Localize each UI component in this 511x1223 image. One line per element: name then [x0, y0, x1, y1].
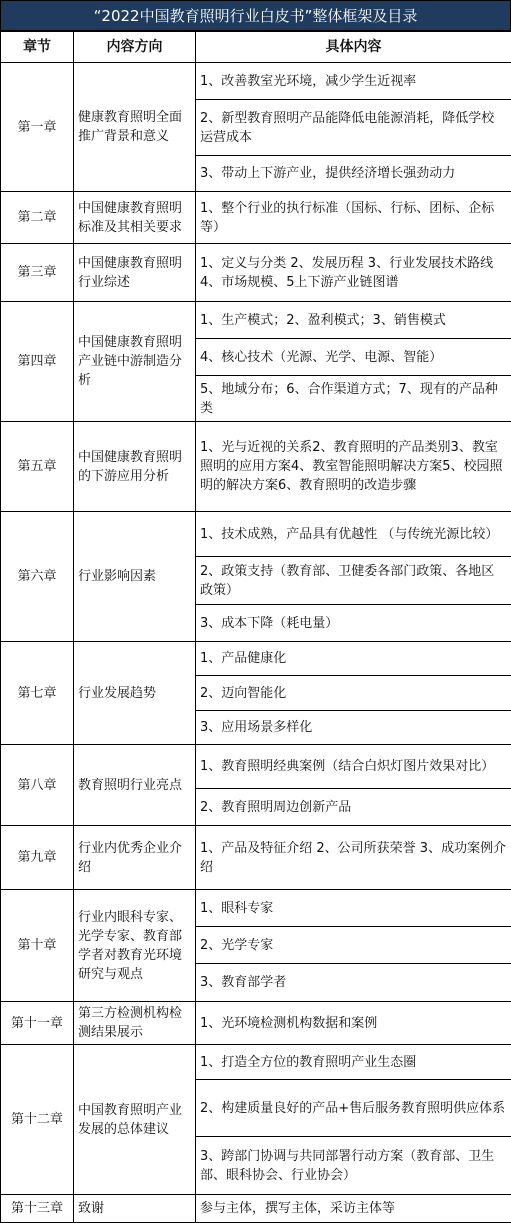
table-row	[1, 745, 511, 789]
chapter-cell: 第二章	[1, 192, 74, 244]
table-row	[1, 302, 511, 339]
header-chapter: 章节	[1, 32, 74, 63]
table-row	[1, 826, 511, 890]
content-item-cell: 1、整个行业的执行标准（国标、行标、团标、企标等）	[196, 192, 511, 244]
chapter-cell: 第六章	[1, 512, 74, 642]
content-item-cell: 1、定义与分类 2、发展历程 3、行业发展技术路线 4、市场规模、5上下游产业链图谱	[196, 244, 511, 302]
content-item-cell: 2、教育照明周边创新产品	[196, 789, 511, 826]
content-item-cell: 1、生产模式；2、盈利模式；3、销售模式	[196, 302, 511, 339]
direction-cell: 教育照明行业亮点	[74, 745, 196, 826]
outline-table	[0, 31, 511, 1223]
table-row	[1, 192, 511, 244]
direction-cell: 健康教育照明全面推广背景和意义	[74, 63, 196, 192]
direction-cell: 中国健康教育照明行业综述	[74, 244, 196, 302]
table-row	[1, 1195, 511, 1223]
content-item-cell: 3、应用场景多样化	[196, 711, 511, 745]
content-item-cell: 3、跨部门协调与共同部署行动方案（教育部、卫生部、眼科协会、行业协会）	[196, 1137, 511, 1195]
content-item-cell: 1、打造全方位的教育照明产业生态圈	[196, 1045, 511, 1080]
content-item-cell: 1、改善教室光环境，减少学生近视率	[196, 63, 511, 100]
table-row	[1, 422, 511, 512]
content-item-cell: 1、产品健康化	[196, 642, 511, 676]
content-item-cell: 3、成本下降（耗电量）	[196, 605, 511, 642]
content-item-cell: 4、核心技术（光源、光学、电源、智能）	[196, 339, 511, 376]
chapter-cell: 第五章	[1, 422, 74, 512]
page-title: “2022中国教育照明行业白皮书”整体框架及目录	[0, 0, 511, 31]
content-item-cell: 1、光环境检测机构数据和案例	[196, 1002, 511, 1045]
table-row	[1, 63, 511, 100]
content-item-cell: 1、眼科专家	[196, 890, 511, 927]
direction-cell: 第三方检测机构检测结果展示	[74, 1002, 196, 1045]
table-row	[1, 642, 511, 676]
direction-cell: 中国健康教育照明的下游应用分析	[74, 422, 196, 512]
table-row	[1, 1002, 511, 1045]
content-item-cell: 3、带动上下游产业，提供经济增长强劲动力	[196, 156, 511, 192]
direction-cell: 中国健康教育照明产业链中游制造分析	[74, 302, 196, 422]
direction-cell: 行业发展趋势	[74, 642, 196, 745]
chapter-cell: 第八章	[1, 745, 74, 826]
chapter-cell: 第九章	[1, 826, 74, 890]
content-item-cell: 1、光与近视的关系2、教育照明的产品类别3、教室照明的应用方案4、教室智能照明解决方案5、校园照明的解决方案6、教育照明的改造步骤	[196, 422, 511, 512]
table-header-row	[1, 32, 511, 63]
chapter-cell: 第四章	[1, 302, 74, 422]
chapter-cell: 第十章	[1, 890, 74, 1002]
content-item-cell: 2、新型教育照明产品能降低电能源消耗，降低学校运营成本	[196, 100, 511, 156]
direction-cell: 致谢	[74, 1195, 196, 1223]
table-row	[1, 244, 511, 302]
content-item-cell: 2、迈向智能化	[196, 676, 511, 711]
table-row	[1, 890, 511, 927]
chapter-cell: 第三章	[1, 244, 74, 302]
content-item-cell: 2、政策支持（教育部、卫健委各部门政策、各地区政策）	[196, 557, 511, 605]
chapter-cell: 第十二章	[1, 1045, 74, 1195]
direction-cell: 行业内优秀企业介绍	[74, 826, 196, 890]
table-body	[1, 63, 511, 1223]
chapter-cell: 第一章	[1, 63, 74, 192]
content-item-cell: 1、产品及特征介绍 2、公司所获荣誉 3、成功案例介绍	[196, 826, 511, 890]
chapter-cell: 第十三章	[1, 1195, 74, 1223]
content-item-cell: 2、构建质量良好的产品+售后服务教育照明供应体系	[196, 1080, 511, 1137]
content-item-cell: 参与主体，撰写主体，采访主体等	[196, 1195, 511, 1223]
chapter-cell: 第七章	[1, 642, 74, 745]
table-row	[1, 1045, 511, 1080]
direction-cell: 行业内眼科专家、光学专家、教育部学者对教育光环境研究与观点	[74, 890, 196, 1002]
direction-cell: 行业影响因素	[74, 512, 196, 642]
content-item-cell: 2、光学专家	[196, 927, 511, 964]
header-direction: 内容方向	[74, 32, 196, 63]
content-item-cell: 1、教育照明经典案例（结合白炽灯图片效果对比）	[196, 745, 511, 789]
direction-cell: 中国健康教育照明标准及其相关要求	[74, 192, 196, 244]
header-content: 具体内容	[196, 32, 511, 63]
content-item-cell: 3、教育部学者	[196, 964, 511, 1002]
content-item-cell: 1、技术成熟，产品具有优越性 （与传统光源比较）	[196, 512, 511, 557]
table-row	[1, 512, 511, 557]
content-item-cell: 5、地域分布；6、合作渠道方式；7、现有的产品种类	[196, 376, 511, 422]
direction-cell: 中国教育照明产业发展的总体建议	[74, 1045, 196, 1195]
chapter-cell: 第十一章	[1, 1002, 74, 1045]
